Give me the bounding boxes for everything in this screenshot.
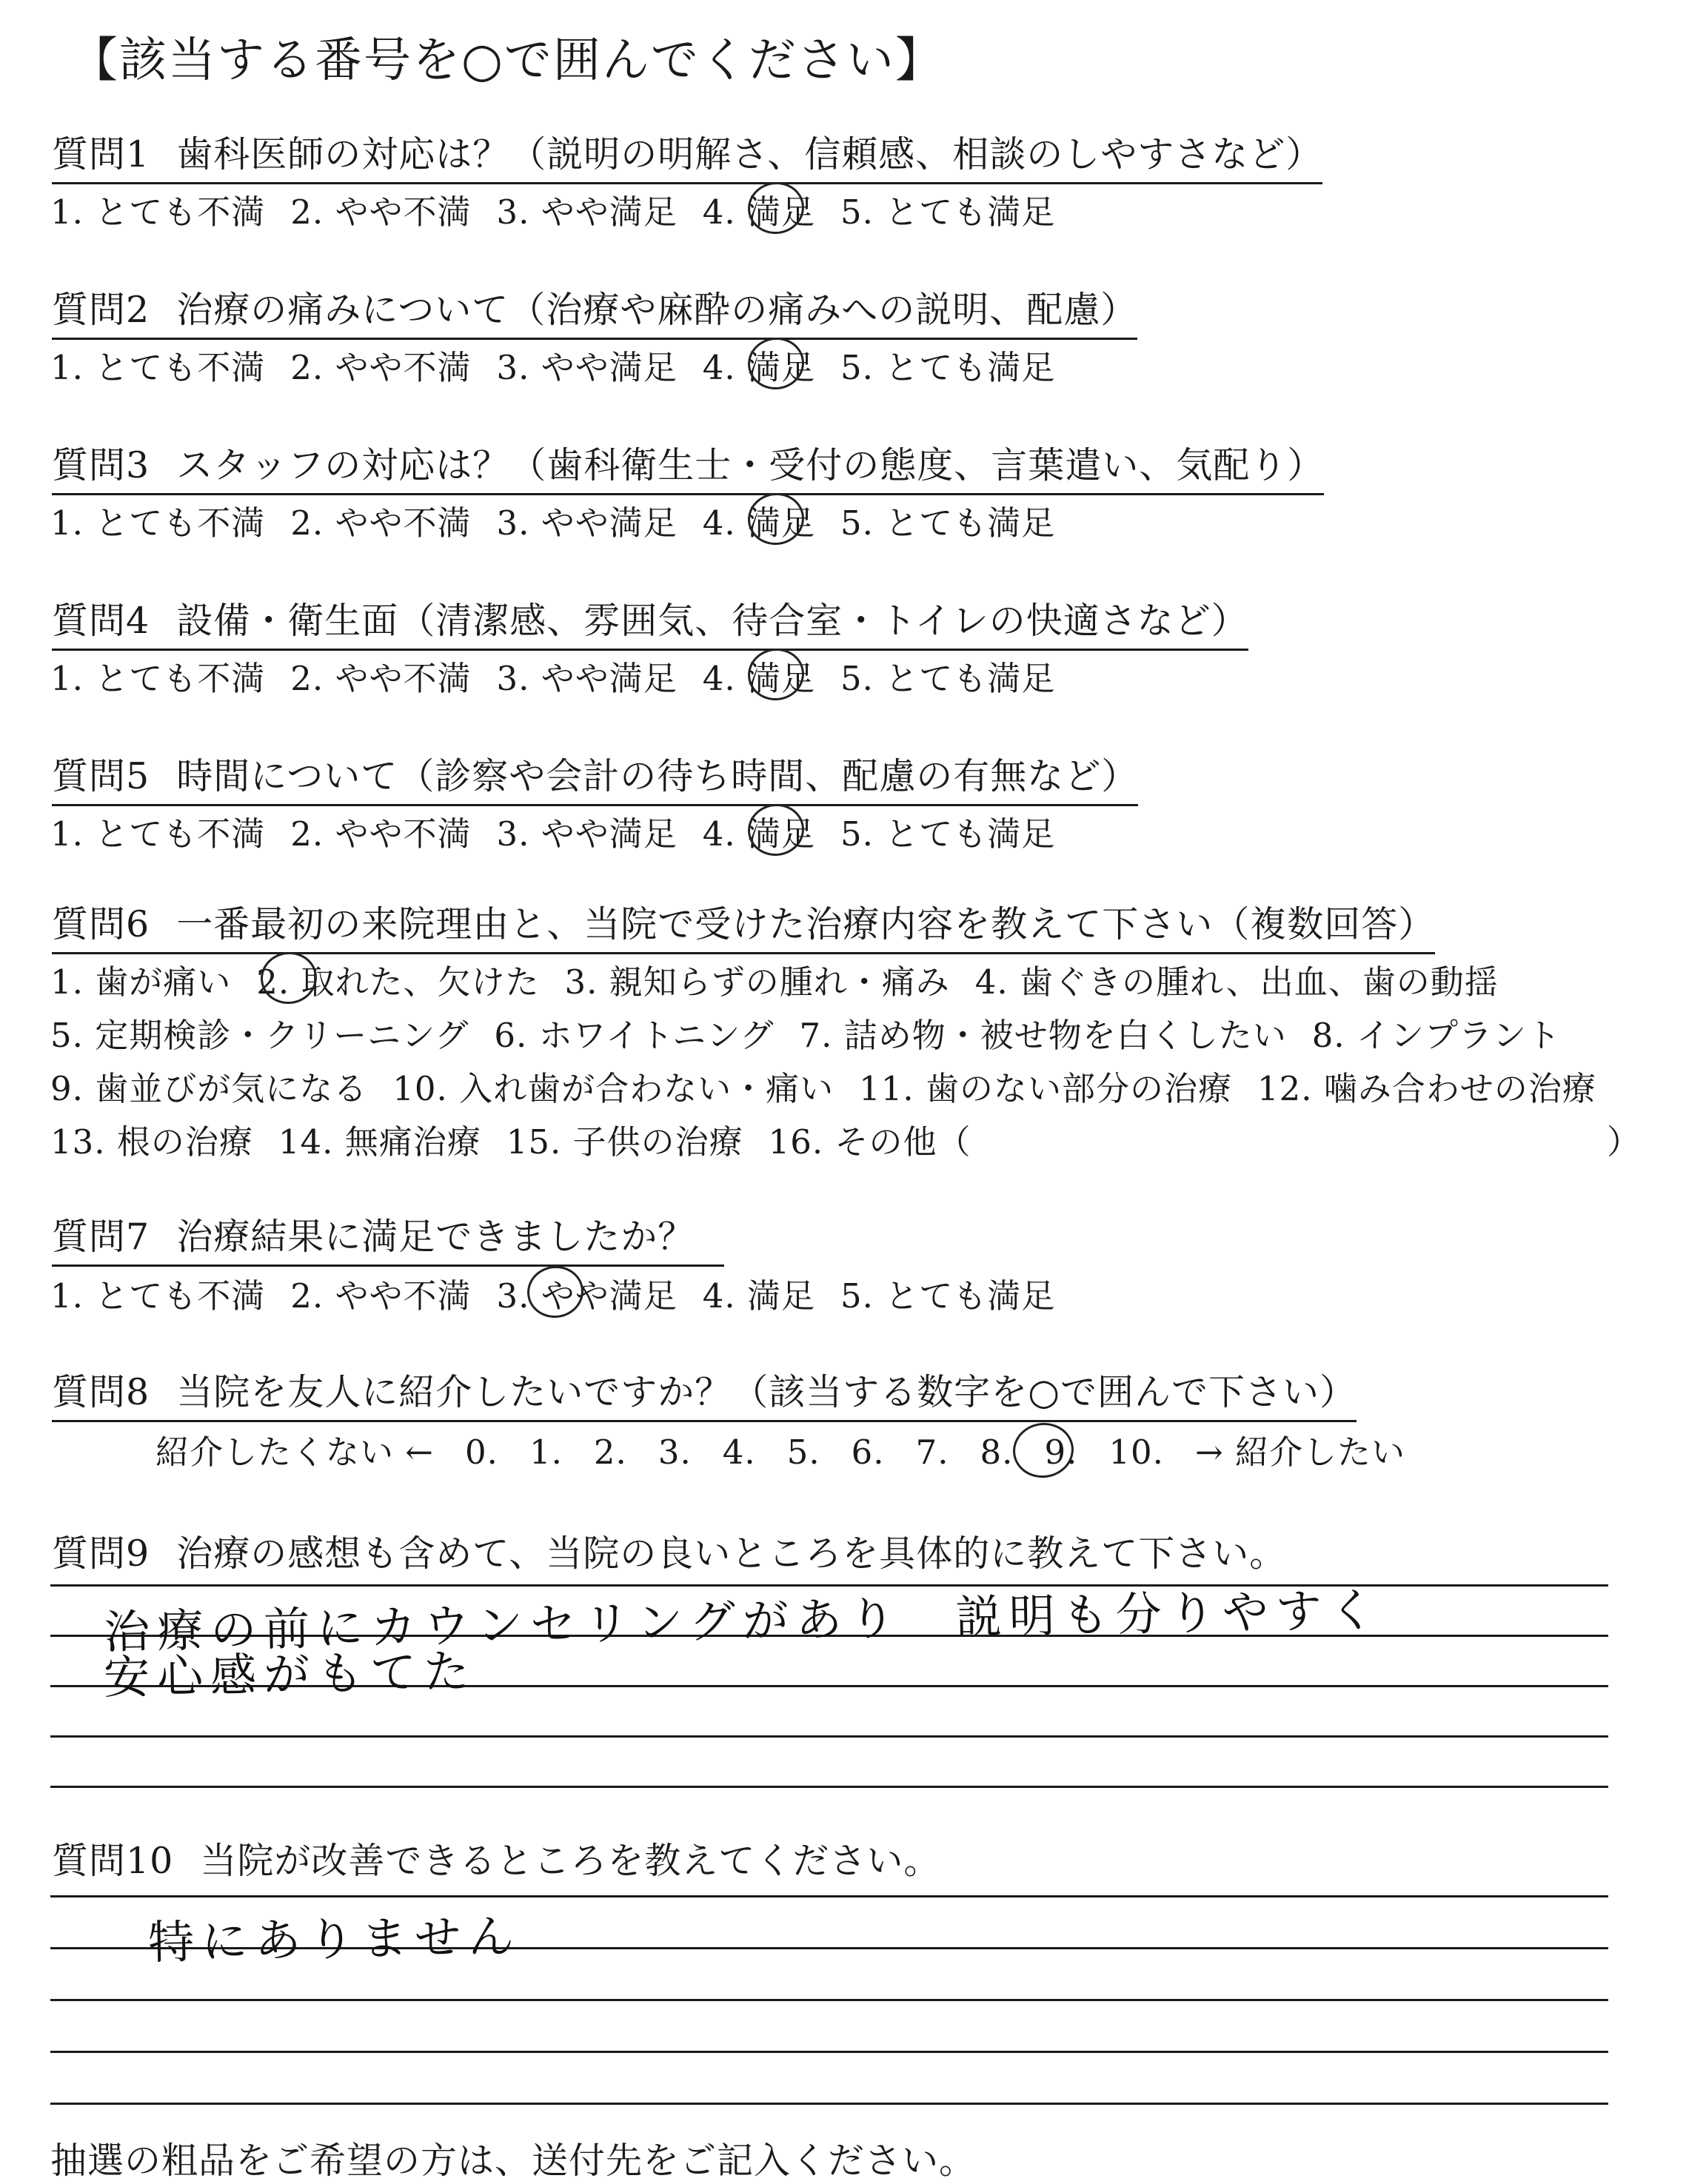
q4-options (50, 651, 1080, 700)
q2-text: 治療の痛みについて（治療や麻酔の痛みへの説明、配慮） (176, 289, 1138, 331)
q3-option-5[interactable]: 5. とても満足 (840, 503, 1056, 543)
q5-option-5[interactable]: 5. とても満足 (840, 814, 1056, 854)
q8-score-1[interactable]: 1. (529, 1433, 563, 1472)
q8-score-9[interactable]: 9. (1044, 1433, 1078, 1472)
q5-option-4[interactable]: 4. 満足 (702, 814, 815, 854)
q2-option-4[interactable]: 4. 満足 (702, 348, 815, 387)
q4-option-2[interactable]: 2. やや不満 (290, 659, 472, 698)
q4-option-5[interactable]: 5. とても満足 (840, 659, 1056, 698)
q7-label: 質問7 (52, 1216, 150, 1258)
q2-options (50, 341, 1080, 389)
q3-option-4[interactable]: 4. 満足 (702, 503, 815, 543)
q6-option-15[interactable]: 15. 子供の治療 (506, 1122, 743, 1162)
q5-heading (52, 748, 1138, 806)
q8-score-4[interactable]: 4. (722, 1433, 756, 1472)
q8-score-8[interactable]: 8. (980, 1433, 1014, 1472)
q2-option-5[interactable]: 5. とても満足 (840, 348, 1056, 387)
q3-text: スタッフの対応は？（歯科衛生士・受付の態度、言葉遣い、気配り） (176, 444, 1325, 486)
q6-option-7[interactable]: 7. 詰め物・被せ物を白くしたい (799, 1016, 1287, 1055)
q3-label: 質問3 (52, 444, 150, 486)
q6-row-2 (50, 1008, 1586, 1056)
q7-text: 治療結果に満足できましたか？ (176, 1216, 695, 1258)
q1-text: 歯科医師の対応は？（説明の明解さ、信頼感、相談のしやすさなど） (176, 133, 1323, 175)
q4-heading (52, 592, 1248, 651)
q8-scale (155, 1425, 1436, 1473)
q3-option-1[interactable]: 1. とても不満 (50, 503, 266, 543)
q6-text: 一番最初の来院理由と、当院で受けた治療内容を教えて下さい（複数回答） (176, 903, 1436, 945)
q9-heading (52, 1525, 1286, 1577)
q7-option-4[interactable]: 4. 満足 (702, 1276, 815, 1316)
q8-score-7[interactable]: 7. (915, 1433, 949, 1472)
q7-option-2[interactable]: 2. やや不満 (290, 1276, 472, 1316)
q2-option-3[interactable]: 3. やや満足 (496, 348, 678, 387)
q2-option-2[interactable]: 2. やや不満 (290, 348, 472, 387)
q6-row-4 (50, 1115, 997, 1163)
q5-option-1[interactable]: 1. とても不満 (50, 814, 266, 854)
q8-score-0[interactable]: 0. (465, 1433, 498, 1472)
q8-score-2[interactable]: 2. (593, 1433, 627, 1472)
q4-label: 質問4 (52, 600, 150, 642)
q3-heading (52, 437, 1324, 495)
q8-right-label: → 紹介したい (1194, 1433, 1405, 1472)
q2-option-1[interactable]: 1. とても不満 (50, 348, 266, 387)
q9-handwritten-answer-1: 治療の前にカウンセリングがあり 説明も分りやすく (103, 1582, 1383, 1660)
q1-option-3[interactable]: 3. やや満足 (496, 192, 678, 232)
q6-option-14[interactable]: 14. 無痛治療 (278, 1122, 481, 1162)
q8-score-6[interactable]: 6. (851, 1433, 885, 1472)
q9-handwritten-answer-2: 安心感がもてた (103, 1644, 478, 1705)
q3-option-2[interactable]: 2. やや不満 (290, 503, 472, 543)
q6-option-12[interactable]: 12. 噛み合わせの治療 (1257, 1069, 1596, 1108)
q4-option-3[interactable]: 3. やや満足 (496, 659, 678, 698)
q6-option-10[interactable]: 10. 入れ歯が合わない・痛い (392, 1069, 834, 1108)
q9-text: 治療の感想も含めて、当院の良いところを具体的に教えて下さい。 (176, 1533, 1287, 1575)
q5-option-2[interactable]: 2. やや不満 (290, 814, 472, 854)
q10-label: 質問10 (52, 1840, 174, 1882)
q6-other-close-paren: ） (1607, 1122, 1642, 1162)
q6-heading (52, 896, 1435, 954)
q6-option-6[interactable]: 6. ホワイトニング (494, 1016, 775, 1055)
q7-heading (52, 1208, 724, 1267)
q6-option-4[interactable]: 4. 歯ぐきの腫れ、出血、歯の動揺 (974, 962, 1499, 1002)
q4-option-4[interactable]: 4. 満足 (702, 659, 815, 698)
q10-answer-line-4 (50, 2051, 1608, 2053)
q10-answer-line-3 (50, 1999, 1608, 2001)
q6-option-1[interactable]: 1. 歯が痛い (50, 962, 232, 1002)
q1-option-2[interactable]: 2. やや不満 (290, 192, 472, 232)
q8-text: 当院を友人に紹介したいですか？（該当する数字を○で囲んで下さい） (176, 1371, 1357, 1413)
q1-option-4[interactable]: 4. 満足 (702, 192, 815, 232)
page-title: 【該当する番号を○で囲んでください】 (70, 33, 944, 88)
q5-text: 時間について（診察や会計の待ち時間、配慮の有無など） (176, 755, 1139, 797)
q10-handwritten-answer-1: 特にありません (147, 1909, 522, 1970)
q8-left-label: 紹介したくない ← (155, 1433, 435, 1472)
q7-option-1[interactable]: 1. とても不満 (50, 1276, 266, 1316)
q1-heading (52, 126, 1322, 184)
q6-row-3 (50, 1062, 1622, 1110)
q9-label: 質問9 (52, 1533, 150, 1575)
q6-option-11[interactable]: 11. 歯のない部分の治療 (859, 1069, 1232, 1108)
q6-option-2[interactable]: 2. 取れた、欠けた (256, 962, 540, 1002)
q6-option-8[interactable]: 8. インプラント (1311, 1016, 1562, 1055)
q6-option-5[interactable]: 5. 定期検診・クリーニング (50, 1016, 469, 1055)
q1-label: 質問1 (52, 133, 150, 175)
q8-label: 質問8 (52, 1371, 150, 1413)
q10-text: 当院が改善できるところを教えてください。 (200, 1840, 941, 1882)
q3-option-3[interactable]: 3. やや満足 (496, 503, 678, 543)
q10-heading (52, 1832, 940, 1884)
q6-option-3[interactable]: 3. 親知らずの腫れ・痛み (564, 962, 950, 1002)
q8-heading (52, 1364, 1357, 1422)
q4-option-1[interactable]: 1. とても不満 (50, 659, 266, 698)
q1-option-1[interactable]: 1. とても不満 (50, 192, 266, 232)
q6-option-16[interactable]: 16. その他（ (768, 1122, 971, 1162)
q6-label: 質問6 (52, 903, 150, 945)
q1-option-5[interactable]: 5. とても満足 (840, 192, 1056, 232)
q6-option-9[interactable]: 9. 歯並びが気になる (50, 1069, 368, 1108)
q5-option-3[interactable]: 3. やや満足 (496, 814, 678, 854)
q1-options (50, 185, 1080, 233)
q4-text: 設備・衛生面（清潔感、雰囲気、待合室・トイレの快適さなど） (176, 600, 1248, 642)
q10-answer-line-5 (50, 2103, 1608, 2105)
q2-label: 質問2 (52, 289, 150, 331)
q3-options (50, 496, 1080, 544)
q7-option-5[interactable]: 5. とても満足 (840, 1276, 1056, 1316)
q6-option-13[interactable]: 13. 根の治療 (50, 1122, 253, 1162)
q10-answer-line-1 (50, 1895, 1608, 1897)
q2-heading (52, 281, 1137, 340)
q9-answer-line-5 (50, 1786, 1608, 1788)
q5-options (50, 807, 1080, 855)
q8-score-3[interactable]: 3. (658, 1433, 692, 1472)
q5-label: 質問5 (52, 755, 150, 797)
footer-cut-text: 抽選の粗品をご希望の方は、送付先をご記入ください。 (50, 2140, 977, 2182)
q8-score-10[interactable]: 10. (1108, 1433, 1164, 1472)
q7-option-3[interactable]: 3. やや満足 (496, 1276, 678, 1316)
q8-score-5[interactable]: 5. (786, 1433, 820, 1472)
q9-answer-line-4 (50, 1735, 1608, 1738)
